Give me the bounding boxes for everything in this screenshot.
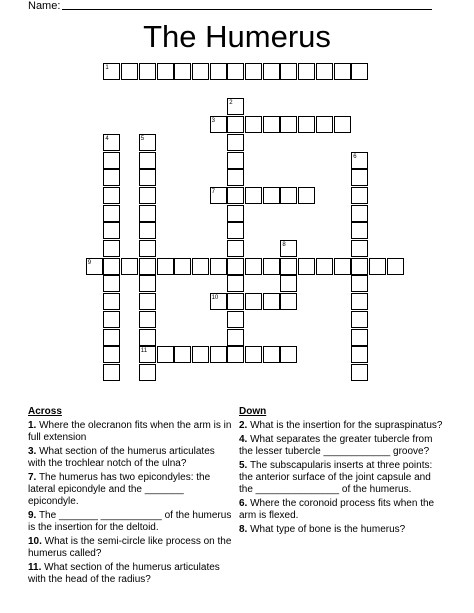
clue-text: What type of bone is the humerus? <box>247 524 406 535</box>
grid-cell[interactable] <box>192 63 209 80</box>
grid-cell[interactable] <box>86 258 103 275</box>
grid-cell[interactable] <box>227 311 244 328</box>
clue-text: What section of the humerus articulates with the trochlear notch of the ulna? <box>28 446 215 469</box>
grid-cell[interactable] <box>103 258 120 275</box>
grid-cell[interactable] <box>103 240 120 257</box>
across-clue <box>28 562 234 586</box>
clue-number: 5 <box>140 135 145 142</box>
grid-cell[interactable] <box>263 187 280 204</box>
grid-cell[interactable] <box>210 346 227 363</box>
grid-cell[interactable] <box>298 258 315 275</box>
grid-cell[interactable] <box>351 346 368 363</box>
grid-cell[interactable] <box>103 293 120 310</box>
grid-cell[interactable] <box>280 293 297 310</box>
grid-cell[interactable] <box>103 311 120 328</box>
grid-cell[interactable] <box>227 152 244 169</box>
clue-number: 3 <box>211 118 215 125</box>
grid-cell[interactable] <box>210 293 227 310</box>
grid-cell[interactable] <box>210 187 227 204</box>
grid-cell[interactable] <box>174 346 191 363</box>
clue-number: 10 <box>211 295 219 302</box>
clue-number: 3. <box>28 446 37 457</box>
grid-cell[interactable] <box>139 293 156 310</box>
grid-cell[interactable] <box>210 258 227 275</box>
grid-cell[interactable] <box>174 63 191 80</box>
grid-cell[interactable] <box>334 116 351 133</box>
grid-cell[interactable] <box>263 293 280 310</box>
grid-cell[interactable] <box>192 258 209 275</box>
grid-cell[interactable] <box>227 329 244 346</box>
grid-cell[interactable] <box>263 346 280 363</box>
grid-cell[interactable] <box>227 205 244 222</box>
clue-text: What separates the greater tubercle from the lesser tubercle ____________ groove? <box>239 434 433 457</box>
name-label: Name: <box>28 0 61 12</box>
across-clue <box>28 420 234 444</box>
across-clue <box>28 472 234 508</box>
grid-cell[interactable] <box>351 222 368 239</box>
grid-cell[interactable] <box>139 329 156 346</box>
grid-cell[interactable] <box>245 63 262 80</box>
clue-text: Where the coronoid process fits when the arm is flexed. <box>239 498 435 521</box>
grid-cell[interactable] <box>139 222 156 239</box>
grid-cell[interactable] <box>263 63 280 80</box>
grid-cell[interactable] <box>227 293 244 310</box>
clue-number: 1. <box>28 420 37 431</box>
down-clue <box>239 524 445 536</box>
grid-cell[interactable] <box>103 346 120 363</box>
clue-number: 11. <box>28 562 42 573</box>
grid-cell[interactable] <box>351 240 368 257</box>
grid-cell[interactable] <box>280 116 297 133</box>
grid-cell[interactable] <box>351 293 368 310</box>
grid-cell[interactable] <box>351 63 368 80</box>
grid-cell[interactable] <box>139 258 156 275</box>
clue-number: 9 <box>87 259 92 266</box>
grid-cell[interactable] <box>369 258 386 275</box>
clue-number: 5. <box>239 460 248 471</box>
grid-cell[interactable] <box>139 63 156 80</box>
grid-cell[interactable] <box>103 275 120 292</box>
grid-cell[interactable] <box>227 240 244 257</box>
clue-text: What is the insertion for the supraspinatus? <box>247 420 443 431</box>
clue-text: What section of the humerus articulates with the head of the radius? <box>28 562 220 585</box>
grid-cell[interactable] <box>316 258 333 275</box>
down-clues <box>239 406 445 538</box>
page-title: The Humerus <box>143 19 331 54</box>
clue-number: 8. <box>239 524 248 535</box>
clue-number: 11 <box>140 348 148 355</box>
across-clue-list <box>28 420 234 586</box>
grid-cell[interactable] <box>334 258 351 275</box>
grid-cell[interactable] <box>174 258 191 275</box>
clue-number: 6. <box>239 498 248 509</box>
grid-cell[interactable] <box>280 258 297 275</box>
clue-text: The humerus has two epicondyles: the lateral epicondyle and the _______ epicondyle. <box>28 472 211 507</box>
grid-cell[interactable] <box>387 258 404 275</box>
grid-cell[interactable] <box>227 116 244 133</box>
grid-cell[interactable] <box>245 346 262 363</box>
grid-cell[interactable] <box>227 134 244 151</box>
grid-cell[interactable] <box>351 205 368 222</box>
grid-cell[interactable] <box>139 275 156 292</box>
grid-cell[interactable] <box>121 258 138 275</box>
down-clue <box>239 498 445 522</box>
grid-cell[interactable] <box>103 205 120 222</box>
clue-number: 6 <box>353 153 357 160</box>
grid-cell[interactable] <box>103 63 120 80</box>
grid-cell[interactable] <box>245 116 262 133</box>
grid-cell[interactable] <box>139 152 156 169</box>
grid-cell[interactable] <box>139 240 156 257</box>
grid-cell[interactable] <box>351 329 368 346</box>
grid-cell[interactable] <box>157 63 174 80</box>
grid-cell[interactable] <box>245 293 262 310</box>
grid-cell[interactable] <box>263 258 280 275</box>
grid-cell[interactable] <box>298 116 315 133</box>
grid-cell[interactable] <box>227 258 244 275</box>
clue-text: Where the olecranon fits when the arm is in full extension <box>28 420 232 443</box>
clue-number: 2 <box>229 100 233 107</box>
grid-cell[interactable] <box>351 311 368 328</box>
grid-cell[interactable] <box>139 311 156 328</box>
down-clue <box>239 460 445 496</box>
down-heading: Down <box>239 406 267 417</box>
grid-cell[interactable] <box>316 63 333 80</box>
grid-cell[interactable] <box>298 187 315 204</box>
across-clue <box>28 536 234 560</box>
across-heading: Across <box>28 406 62 417</box>
grid-cell[interactable] <box>227 169 244 186</box>
grid-cell[interactable] <box>210 63 227 80</box>
grid-cell[interactable] <box>245 187 262 204</box>
clue-number: 4. <box>239 434 248 445</box>
grid-cell[interactable] <box>280 63 297 80</box>
grid-cell[interactable] <box>351 152 368 169</box>
grid-cell[interactable] <box>192 346 209 363</box>
across-clue <box>28 510 234 534</box>
grid-cell[interactable] <box>103 187 120 204</box>
clue-text: The _______ ___________ of the humerus is the insertion for the deltoid. <box>28 510 232 533</box>
grid-cell[interactable] <box>103 169 120 186</box>
grid-cell[interactable] <box>139 364 156 381</box>
grid-cell[interactable] <box>121 63 138 80</box>
grid-cell[interactable] <box>227 187 244 204</box>
grid-cell[interactable] <box>139 169 156 186</box>
clue-number: 10. <box>28 536 42 547</box>
across-clue <box>28 446 234 470</box>
grid-cell[interactable] <box>139 134 156 151</box>
grid-cell[interactable] <box>139 346 156 363</box>
grid-cell[interactable] <box>245 258 262 275</box>
down-clue <box>239 420 445 432</box>
grid-cell[interactable] <box>103 134 120 151</box>
grid-cell[interactable] <box>157 346 174 363</box>
grid-cell[interactable] <box>103 329 120 346</box>
down-clue <box>239 434 445 458</box>
grid-cell[interactable] <box>227 346 244 363</box>
grid-cell[interactable] <box>157 258 174 275</box>
grid-cell[interactable] <box>139 205 156 222</box>
clue-number: 9. <box>28 510 37 521</box>
clue-number: 7. <box>28 472 37 483</box>
grid-cell[interactable] <box>139 187 156 204</box>
grid-cell[interactable] <box>280 275 297 292</box>
grid-cell[interactable] <box>280 346 297 363</box>
grid-cell[interactable] <box>227 63 244 80</box>
grid-cell[interactable] <box>103 364 120 381</box>
grid-cell[interactable] <box>227 222 244 239</box>
grid-cell[interactable] <box>351 275 368 292</box>
clue-number: 8 <box>282 242 286 248</box>
grid-cell[interactable] <box>103 222 120 239</box>
grid-cell[interactable] <box>334 63 351 80</box>
grid-cell[interactable] <box>227 275 244 292</box>
grid-cell[interactable] <box>351 258 368 275</box>
clue-text: The subscapularis inserts at three points: the anterior surface of the joint capsule and the _______________ of the humerus. <box>239 460 433 495</box>
clue-number: 2. <box>239 420 248 431</box>
grid-cell[interactable] <box>351 169 368 186</box>
grid-cell[interactable] <box>351 364 368 381</box>
clue-number: 4 <box>105 135 109 142</box>
grid-cell[interactable] <box>280 240 297 257</box>
grid-cell[interactable] <box>263 116 280 133</box>
grid-cell[interactable] <box>298 63 315 80</box>
grid-cell[interactable] <box>210 116 227 133</box>
clue-number: 1 <box>105 65 109 71</box>
across-clues <box>28 406 234 588</box>
grid-cell[interactable] <box>103 152 120 169</box>
down-clue-list <box>239 420 445 536</box>
grid-cell[interactable] <box>227 98 244 115</box>
clue-text: What is the semi-circle like process on the humerus called? <box>28 536 232 559</box>
grid-cell[interactable] <box>316 116 333 133</box>
grid-cell[interactable] <box>351 187 368 204</box>
clue-number: 7 <box>211 188 215 195</box>
grid-cell[interactable] <box>280 187 297 204</box>
